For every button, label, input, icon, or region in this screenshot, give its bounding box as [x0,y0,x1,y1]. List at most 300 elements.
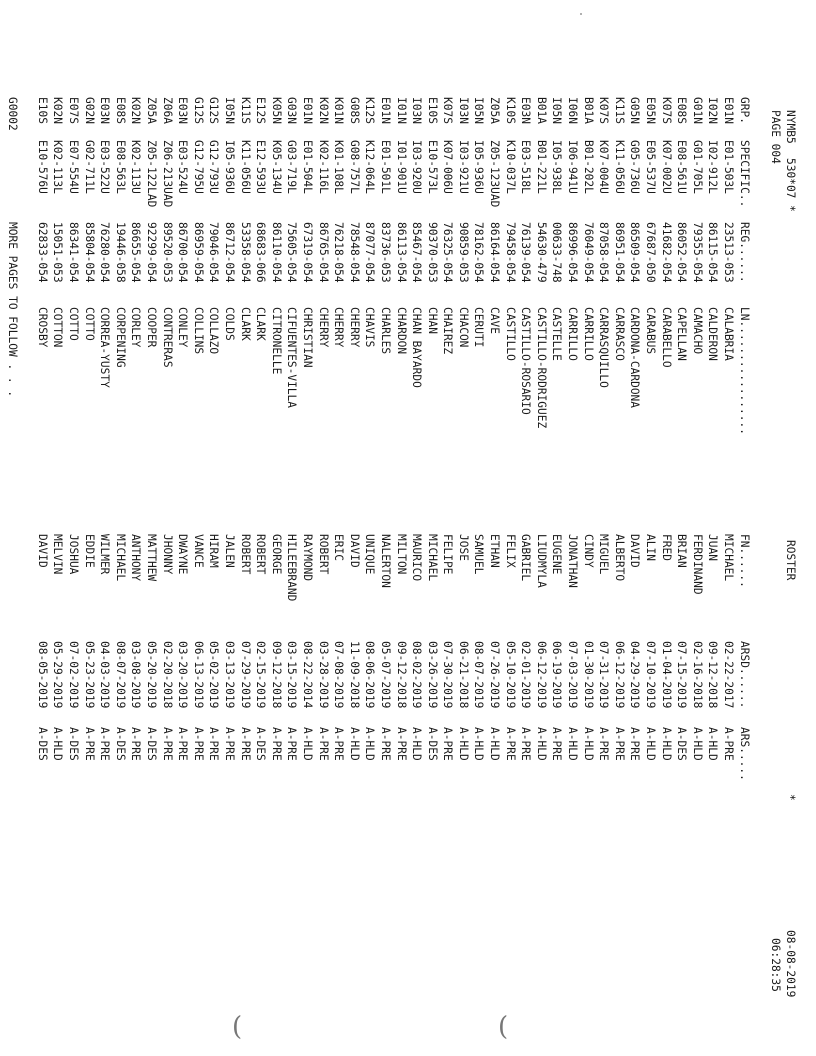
cell-grp: K11S [238,97,252,124]
page-number: PAGE 004 [769,110,782,164]
cell-ars: A-DES [145,727,159,761]
col-header-ars: ARS..... [738,727,751,781]
cell-reg: 41682-054 [659,222,673,283]
cell-grp: I03N [410,97,424,124]
cell-ln: CHAN [425,307,439,334]
cell-fn: SAMUEL [472,534,486,575]
cell-fn: DAVID [347,534,361,568]
cell-ln: CIFUENTES-VILLA [285,307,299,409]
cell-specific: B01-202L [581,140,595,194]
cell-reg: 86951-054 [612,222,626,283]
cell-arsd: 07-29-2019 [238,641,252,709]
cell-ln: COTTO [67,307,81,341]
cell-arsd: 03-15-2019 [285,641,299,709]
cell-reg: 67319-054 [300,222,314,283]
cell-reg: 76049-054 [581,222,595,283]
cell-grp: E07S [67,97,81,124]
cell-arsd: 07-30-2019 [441,641,455,709]
system-id: NYMB5 [784,110,797,144]
cell-specific: E07-554U [67,140,81,194]
cell-fn: ROBERT [254,534,268,575]
cell-ars: A-PRE [503,727,517,761]
cell-ln: CHARDON [394,307,408,355]
cell-reg: 75605-054 [285,222,299,283]
cell-reg: 76280-054 [98,222,112,283]
cell-arsd: 04-29-2019 [628,641,642,709]
cell-ars: A-HLD [347,727,361,761]
cell-specific: I05-938L [550,140,564,194]
column-arsd [34,641,736,708]
cell-specific: G03-719L [285,140,299,194]
cell-fn: MICHAEL [113,534,127,582]
cell-grp: E01N [722,97,735,124]
cell-specific: E12-593U [254,140,268,194]
cell-grp: I02N [706,97,720,124]
cell-arsd: 07-10-2019 [644,641,658,709]
cell-ln: CHAIREZ [441,307,455,355]
cell-ln: CHARLES [378,307,392,355]
cell-ln: CROSBY [35,307,49,348]
cell-grp: K11S [612,97,626,124]
cell-ln: CERUTI [472,307,486,348]
cell-specific: K02-113U [129,140,143,194]
cell-fn: NALERTON [378,534,392,588]
cell-ln: CARRASCO [612,307,626,361]
cell-arsd: 08-07-2019 [113,641,127,709]
cell-ars: A-DES [113,727,127,761]
col-header-arsd: ARSD...... [738,641,751,709]
cell-grp: E05N [644,97,658,124]
column-reg [34,222,736,283]
cell-reg: 19446-058 [113,222,127,283]
cell-grp: K07S [659,97,673,124]
cell-fn: ETHAN [488,534,502,568]
cell-reg: 76325-054 [441,222,455,283]
cell-grp: K02N [316,97,330,124]
cell-fn: JOSE [456,534,470,561]
cell-reg: 86509-054 [628,222,642,283]
cell-arsd: 03-28-2019 [316,641,330,709]
cell-ln: COLDS [223,307,236,341]
cell-arsd: 02-15-2019 [254,641,268,709]
cell-fn: FELIX [503,534,517,568]
cell-reg: 67687-050 [644,222,658,283]
cell-reg: 86959-054 [191,222,205,283]
col-header-reg: REG...... [738,222,751,283]
cell-ln: CARRILLO [566,307,580,361]
cell-fn: UNIQUE [363,534,377,575]
report-title: ROSTER [784,540,797,581]
cell-reg: 86712-054 [223,222,236,283]
cell-ars: A-PRE [129,727,143,761]
cell-arsd: 06-21-2018 [456,641,470,709]
column-fn [34,534,736,601]
cell-grp: E10S [425,97,439,124]
cell-ars: A-PRE [597,727,611,761]
col-header-fn: FN...... [738,534,751,588]
cell-grp: I03N [456,97,470,124]
cell-reg: 76218-054 [332,222,346,283]
cell-specific: I02-912L [706,140,720,194]
cell-fn: MIGUEL [597,534,611,575]
cell-reg: 83736-053 [378,222,392,283]
cell-ln: CHRISTIAN [300,307,314,368]
cell-ars: A-PRE [82,727,96,761]
cell-ln: CHERRY [332,307,346,348]
cell-grp: G03N [285,97,299,124]
cell-grp: B01A [581,97,595,124]
cell-ars: A-PRE [98,727,112,761]
cell-specific: K07-006U [441,140,455,194]
cell-specific: K07-002U [659,140,673,194]
cell-grp: K01N [332,97,346,124]
cell-reg: 79458-054 [503,222,517,283]
cell-arsd: 07-03-2019 [566,641,580,709]
cell-fn: ANTHONY [129,534,143,582]
cell-ars: A-DES [254,727,268,761]
cell-grp: K05N [269,97,283,124]
cell-arsd: 01-04-2019 [659,641,673,709]
cell-ars: A-HLD [659,727,673,761]
cell-ars: A-HLD [534,727,548,761]
cell-ars: A-PRE [612,727,626,761]
cell-ars: A-HLD [410,727,424,761]
cell-ars: A-PRE [160,727,174,761]
cell-grp: K07S [441,97,455,124]
cell-fn: MELVIN [51,534,65,575]
cell-fn: DAVID [628,534,642,568]
cell-fn: DWAYNE [176,534,190,575]
cell-ars: A-PRE [316,727,330,761]
cell-grp: G05N [628,97,642,124]
cell-specific: K12-064L [363,140,377,194]
cell-specific: Z05-122LAD [145,140,159,208]
cell-ln: CONTRERAS [160,307,174,368]
column-ln [34,307,736,428]
cell-ars: A-HLD [363,727,377,761]
cell-grp: B01A [534,97,548,124]
scan-mark-right: ( [498,1012,509,1042]
cell-ars: A-HLD [566,727,580,761]
cell-specific: E01-504L [300,140,314,194]
cell-reg: 62833-054 [35,222,49,283]
cell-ln: CAVE [488,307,502,334]
cell-grp: K02N [129,97,143,124]
cell-fn: HILEEBRAND [285,534,299,602]
cell-ln: CASTELLE [550,307,564,361]
cell-reg: 54630-479 [534,222,548,283]
cell-reg: 86655-054 [129,222,143,283]
cell-ln: CHACON [456,307,470,348]
cell-ars: A-PRE [519,727,533,761]
cell-specific: K01-108L [332,140,346,194]
cell-ln: CARABUS [644,307,658,355]
scan-mark-left: ( [232,1012,243,1042]
cell-grp: K02N [51,97,65,124]
cell-ln: CARRASQUILLO [597,307,611,388]
cell-arsd: 07-08-2019 [332,641,346,709]
cell-ars: A-HLD [644,727,658,761]
cell-arsd: 08-22-2014 [300,641,314,709]
cell-specific: I06-941U [566,140,580,194]
cell-ln: COLLINS [191,307,205,355]
cell-specific: E08-561U [675,140,689,194]
cell-fn: HIRAM [207,534,221,568]
cell-reg: 86700-054 [176,222,190,283]
cell-arsd: 09-12-2018 [394,641,408,709]
cell-grp: G12S [191,97,205,124]
cell-arsd: 06-13-2019 [191,641,205,709]
cell-arsd: 08-05-2019 [35,641,49,709]
cell-grp: G02N [82,97,96,124]
cell-arsd: 07-15-2019 [675,641,689,709]
column-specific [34,140,736,207]
cell-ars: A-PRE [550,727,564,761]
cell-ln: COTTO [82,307,96,341]
cell-arsd: 05-29-2019 [51,641,65,709]
cell-ars: A-HLD [690,727,704,761]
cell-reg: 87058-054 [597,222,611,283]
cell-arsd: 04-03-2019 [98,641,112,709]
cell-ars: A-DES [35,727,49,761]
cell-grp: K12S [363,97,377,124]
cell-fn: JALEN [223,534,236,568]
footer-more-pages: MORE PAGES TO FOLLOW . . . [6,222,19,398]
cell-specific: G05-736U [628,140,642,194]
cell-ars: A-DES [675,727,689,761]
cell-fn: DAVID [35,534,49,568]
cell-ars: A-HLD [488,727,502,761]
cell-fn: ERIC [332,534,346,561]
cell-arsd: 05-20-2019 [145,641,159,709]
cell-grp: E01N [378,97,392,124]
cell-reg: 90370-053 [425,222,439,283]
cell-arsd: 11-09-2018 [347,641,361,709]
cell-grp: I05N [472,97,486,124]
cell-arsd: 05-02-2019 [207,641,221,709]
cell-ars: A-PRE [394,727,408,761]
cell-specific: E01-503L [722,140,735,194]
cell-arsd: 02-22-2017 [722,641,735,709]
cell-specific: Z05-123UAD [488,140,502,208]
cell-fn: JOSHUA [67,534,81,575]
cell-reg: 89520-053 [160,222,174,283]
cell-ars: A-HLD [472,727,486,761]
cell-grp: E03N [98,97,112,124]
cell-arsd: 07-31-2019 [597,641,611,709]
cell-reg: 86765-054 [316,222,330,283]
cell-reg: 76139-054 [519,222,533,283]
cell-reg: 87077-054 [363,222,377,283]
cell-specific: K11-056U [238,140,252,194]
cell-arsd: 03-08-2019 [129,641,143,709]
cell-ln: CARRILLO [581,307,595,361]
cell-ars: A-PRE [207,727,221,761]
cell-grp: I05N [223,97,236,124]
cell-specific: I05-936U [472,140,486,194]
cell-specific: E03-522U [98,140,112,194]
cell-ars: A-HLD [51,727,65,761]
cell-ln: CHERRY [316,307,330,348]
cell-ln: COTTON [51,307,65,348]
cell-reg: 86164-054 [488,222,502,283]
cell-specific: G02-711L [82,140,96,194]
cell-ln: CARDONA-CARDONA [628,307,642,409]
cell-fn: RAYMOND [300,534,314,582]
cell-reg: 53358-054 [238,222,252,283]
cell-fn: MICHAEL [722,534,735,582]
cell-grp: G01N [690,97,704,124]
cell-arsd: 02-01-2019 [519,641,533,709]
cell-grp: I05N [550,97,564,124]
cell-reg: 90859-053 [456,222,470,283]
cell-ars: A-PRE [722,727,735,761]
cell-ars: A-PRE [628,727,642,761]
cell-specific: E03-524U [176,140,190,194]
header-star: * [784,794,797,801]
cell-grp: E08S [675,97,689,124]
cell-fn: JUAN [706,534,720,561]
report-time: 06:28:35 [769,938,782,992]
cell-ln: CASTILLO-RODRIGUEZ [534,307,548,429]
cell-specific: Z06-213UAD [160,140,174,208]
cell-fn: CINDY [581,534,595,568]
col-header-grp: GRP. [738,97,751,124]
cell-fn: ALBERTO [612,534,626,582]
cell-ln: CLARK [238,307,252,341]
cell-ln: COLLAZO [207,307,221,355]
cell-ars: A-DES [425,727,439,761]
cell-specific: I03-921U [456,140,470,194]
cell-arsd: 08-07-2019 [472,641,486,709]
cell-fn: ROBERT [238,534,252,575]
cell-specific: G08-757L [347,140,361,194]
cell-arsd: 03-20-2019 [176,641,190,709]
cell-arsd: 02-20-2018 [160,641,174,709]
cell-specific: E05-537U [644,140,658,194]
column-ars [34,727,736,761]
cell-specific: K02-113L [51,140,65,194]
cell-grp: G08S [347,97,361,124]
cell-reg: 85467-054 [410,222,424,283]
cell-fn: MATTHEW [145,534,159,582]
cell-fn: MILTON [394,534,408,575]
cell-specific: K02-116L [316,140,330,194]
cell-ln: CARABELLO [659,307,673,368]
cell-fn: GEORGE [269,534,283,575]
cell-fn: FELIPE [441,534,455,575]
cell-reg: 15051-053 [51,222,65,283]
cell-ars: A-PRE [441,727,455,761]
cell-reg: 86052-054 [675,222,689,283]
cell-fn: FERDINAND [690,534,704,595]
cell-fn: EUGENE [550,534,564,575]
cell-grp: E08S [113,97,127,124]
cell-grp: Z05A [145,97,159,124]
cell-arsd: 09-12-2018 [269,641,283,709]
cell-reg: 23513-053 [722,222,735,283]
cell-grp: Z05A [488,97,502,124]
cell-arsd: 05-23-2019 [82,641,96,709]
cell-arsd: 08-06-2019 [363,641,377,709]
cell-ars: A-HLD [300,727,314,761]
cell-specific: I05-936U [223,140,236,194]
cell-reg: 86115-054 [706,222,720,283]
cell-ln: COOPER [145,307,159,348]
cell-arsd: 03-13-2019 [223,641,236,709]
cell-ln: CALABRIA [722,307,735,361]
cell-specific: I03-920U [410,140,424,194]
cell-arsd: 06-12-2019 [612,641,626,709]
cell-ln: CHERRY [347,307,361,348]
cell-arsd: 09-12-2018 [706,641,720,709]
cell-specific: B01-221L [534,140,548,194]
cell-ln: CAMACHO [690,307,704,355]
cell-grp: E03N [519,97,533,124]
cell-fn: EDDIE [82,534,96,568]
cell-grp: E10S [35,97,49,124]
cell-reg: 79046-054 [207,222,221,283]
cell-fn: ROBERT [316,534,330,575]
cell-fn: ALIN [644,534,658,561]
cell-ars: A-HLD [581,727,595,761]
cell-ln: CHAVIS [363,307,377,348]
cell-grp: E01N [300,97,314,124]
cell-arsd: 07-02-2019 [67,641,81,709]
cell-ln: CONLEY [176,307,190,348]
cell-ln: CLARK [254,307,268,341]
cell-specific: E01-501L [378,140,392,194]
cell-fn: MICHAEL [425,534,439,582]
cell-ars: A-PRE [238,727,252,761]
cell-specific: G12-795U [191,140,205,194]
cell-arsd: 01-30-2019 [581,641,595,709]
cell-fn: VANCE [191,534,205,568]
cell-ln: CAPELLAN [675,307,689,361]
cell-specific: G01-705L [690,140,704,194]
cell-ars: A-PRE [191,727,205,761]
cell-ars: A-HLD [706,727,720,761]
cell-reg: 68683-066 [254,222,268,283]
cell-fn: JHONNY [160,534,174,575]
cell-specific: K05-134U [269,140,283,194]
cell-arsd: 05-07-2019 [378,641,392,709]
cell-reg: 79355-054 [690,222,704,283]
cell-specific: K10-037L [503,140,517,194]
column-grp [34,97,736,124]
cell-ln: CHAN BAYARDO [410,307,424,388]
cell-grp: Z06A [160,97,174,124]
cell-ln: CASTILLO-ROSARIO [519,307,533,415]
cell-ars: A-PRE [285,727,299,761]
cell-reg: 86341-054 [67,222,81,283]
cell-grp: G12S [207,97,221,124]
cell-grp: I01N [394,97,408,124]
cell-specific: I01-901U [394,140,408,194]
cell-arsd: 07-26-2019 [488,641,502,709]
cell-reg: 86110-054 [269,222,283,283]
cell-ars: A-DES [67,727,81,761]
cell-reg: 78162-054 [472,222,486,283]
cell-reg: 86996-054 [566,222,580,283]
cell-grp: K10S [503,97,517,124]
cell-fn: LIUDMYLA [534,534,548,588]
cell-ln: CASTILLO [503,307,517,361]
cell-specific: E10-576U [35,140,49,194]
col-header-specific: SPECIFIC.. [738,140,751,208]
cell-arsd: 02-16-2018 [690,641,704,709]
cell-fn: BRIAN [675,534,689,568]
